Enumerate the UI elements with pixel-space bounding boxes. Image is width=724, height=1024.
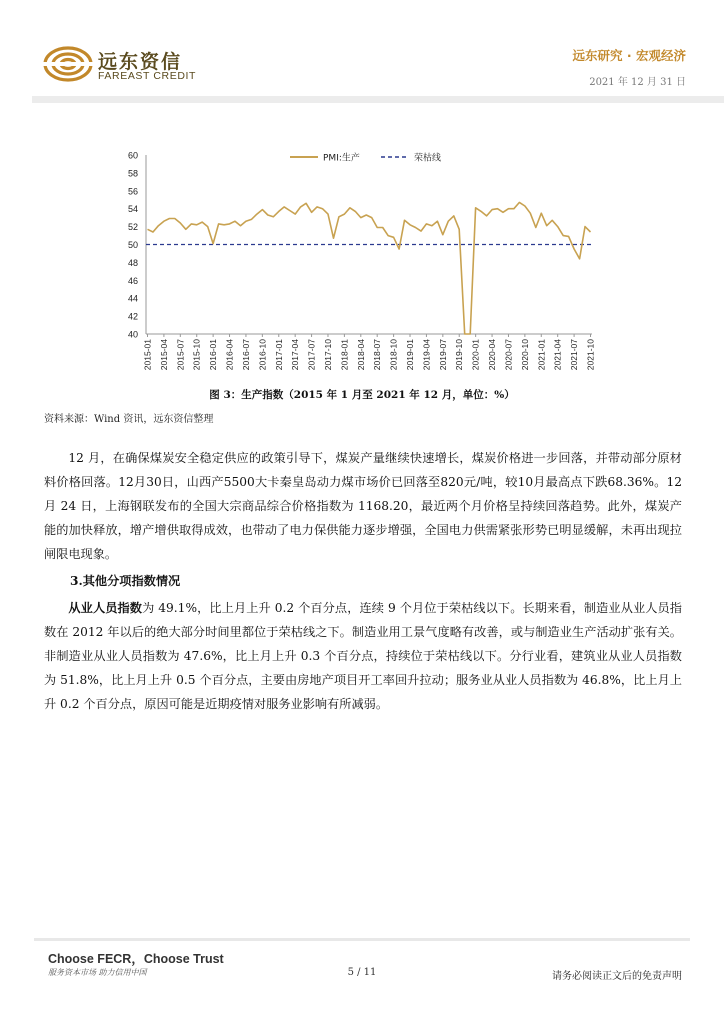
chart-legend [290,152,441,164]
report-series-title: 远东研究 · 宏观经济 [572,48,686,63]
chart-tick-labels [128,151,596,371]
legend-label-pmi: PMI:生产 [323,153,360,164]
y-tick-label: 42 [127,311,138,322]
x-tick-label: 2020-07 [503,339,514,371]
x-tick-label: 2020-10 [519,339,530,371]
paragraph-coal-prices: 12 月，在确保煤炭安全稳定供应的政策引导下，煤炭产量继续快速增长，煤炭价格进一步回落，并带动部分原材料价格回落。12月30日，山西产5500大卡秦皇岛动力煤市场价已回落至820元/吨，较10月最高点下跌68.36%。12 月 24 日，上海钢联发布的全国大宗商品综合价格指数为 1168.20，最近两个月价格呈持续回落趋势。此外，煤炭产能的加快释放，增产增供取得成效，也带动了电力保供能力逐步增强，全国电力供需紧张形势已明显缓解，未再出现拉闸限电现象。 [44,451,682,561]
x-tick-label: 2016-10 [257,339,268,371]
y-tick-label: 56 [127,186,138,197]
logo-text-en: FAREAST CREDIT [98,70,197,82]
x-tick-label: 2017-01 [273,339,284,371]
x-tick-label: 2019-01 [405,339,416,371]
footer-slogan-sub: 服务资本市场 助力信用中国 [48,968,147,977]
x-tick-label: 2020-04 [487,339,498,371]
x-tick-label: 2017-10 [322,339,333,371]
footer-divider [34,938,690,941]
section-heading: 3.其他分项指数情况 [70,574,181,588]
x-tick-label: 2018-10 [388,339,399,371]
y-tick-label: 44 [127,293,138,304]
figure-source: 资料来源：Wind 资讯，远东资信整理 [44,414,214,425]
x-tick-label: 2016-04 [224,339,235,371]
x-tick-label: 2020-01 [470,339,481,371]
x-tick-label: 2019-04 [421,339,432,371]
x-tick-label: 2015-01 [142,339,153,371]
x-tick-label: 2021-10 [585,339,596,371]
x-tick-label: 2019-10 [454,339,465,371]
chart-axes [146,155,592,337]
x-tick-label: 2016-01 [208,339,219,371]
x-tick-label: 2018-04 [355,339,366,371]
figure-caption: 图 3：生产指数（2015 年 1 月至 2021 年 12 月，单位：%） [209,389,515,401]
legend-label-threshold: 荣枯线 [414,153,442,164]
y-tick-label: 58 [127,168,138,179]
y-tick-label: 46 [127,275,138,286]
x-tick-label: 2021-01 [536,339,547,371]
x-tick-label: 2021-04 [552,339,563,371]
paragraph-body: 为 49.1%，比上月上升 0.2 个百分点，连续 9 个月位于荣枯线以下。长期来看，制造业从业人员指数在 2012 年以后的绝大部分时间里都位于荣枯线之下。制造业用工景气度略有改善，或与制造业生产活动扩张有关。非制造业从业人员指数为 47.6%，比上月上升 0.3 个百分点，持续位于荣枯线以下。分行业看，建筑业从业人员指数为 51.8%，比上月上升 0.5 个百分点，主要由房地产项目开工率回升拉动；服务业从业人员指数为 46.8%，比上月上升 0.2 个百分点，原因可能是近期疫情对服务业影响有所减弱。 [44,601,682,711]
y-tick-label: 48 [127,257,138,268]
footer-slogan: Choose FECR，Choose Trust [48,952,224,966]
x-tick-label: 2015-07 [175,339,186,371]
x-tick-label: 2018-07 [372,339,383,371]
y-tick-label: 40 [127,329,138,340]
x-tick-label: 2019-07 [437,339,448,371]
y-tick-label: 50 [127,240,138,250]
logo-text-cn: 远东资信 [98,51,183,73]
paragraph-employment-index [44,596,682,716]
x-tick-label: 2017-07 [306,339,317,371]
x-tick-label: 2018-01 [339,339,350,371]
x-tick-label: 2015-04 [158,339,169,371]
production-index-chart [0,0,724,390]
pmi-production-line [148,202,591,334]
y-tick-label: 54 [127,204,138,215]
x-tick-label: 2016-07 [240,339,251,371]
paragraph-lead-term: 从业人员指数 [68,601,143,615]
footer-disclaimer: 请务必阅读正文后的免责声明 [552,971,682,982]
chart-lines [146,202,592,334]
y-tick-label: 60 [127,150,138,161]
y-tick-label: 52 [127,222,138,233]
x-tick-label: 2017-04 [290,339,301,371]
x-tick-label: 2021-07 [569,339,580,371]
page-number: 5 / 11 [347,967,377,978]
report-date: 2021 年 12 月 31 日 [589,77,686,88]
x-tick-label: 2015-10 [191,339,202,371]
